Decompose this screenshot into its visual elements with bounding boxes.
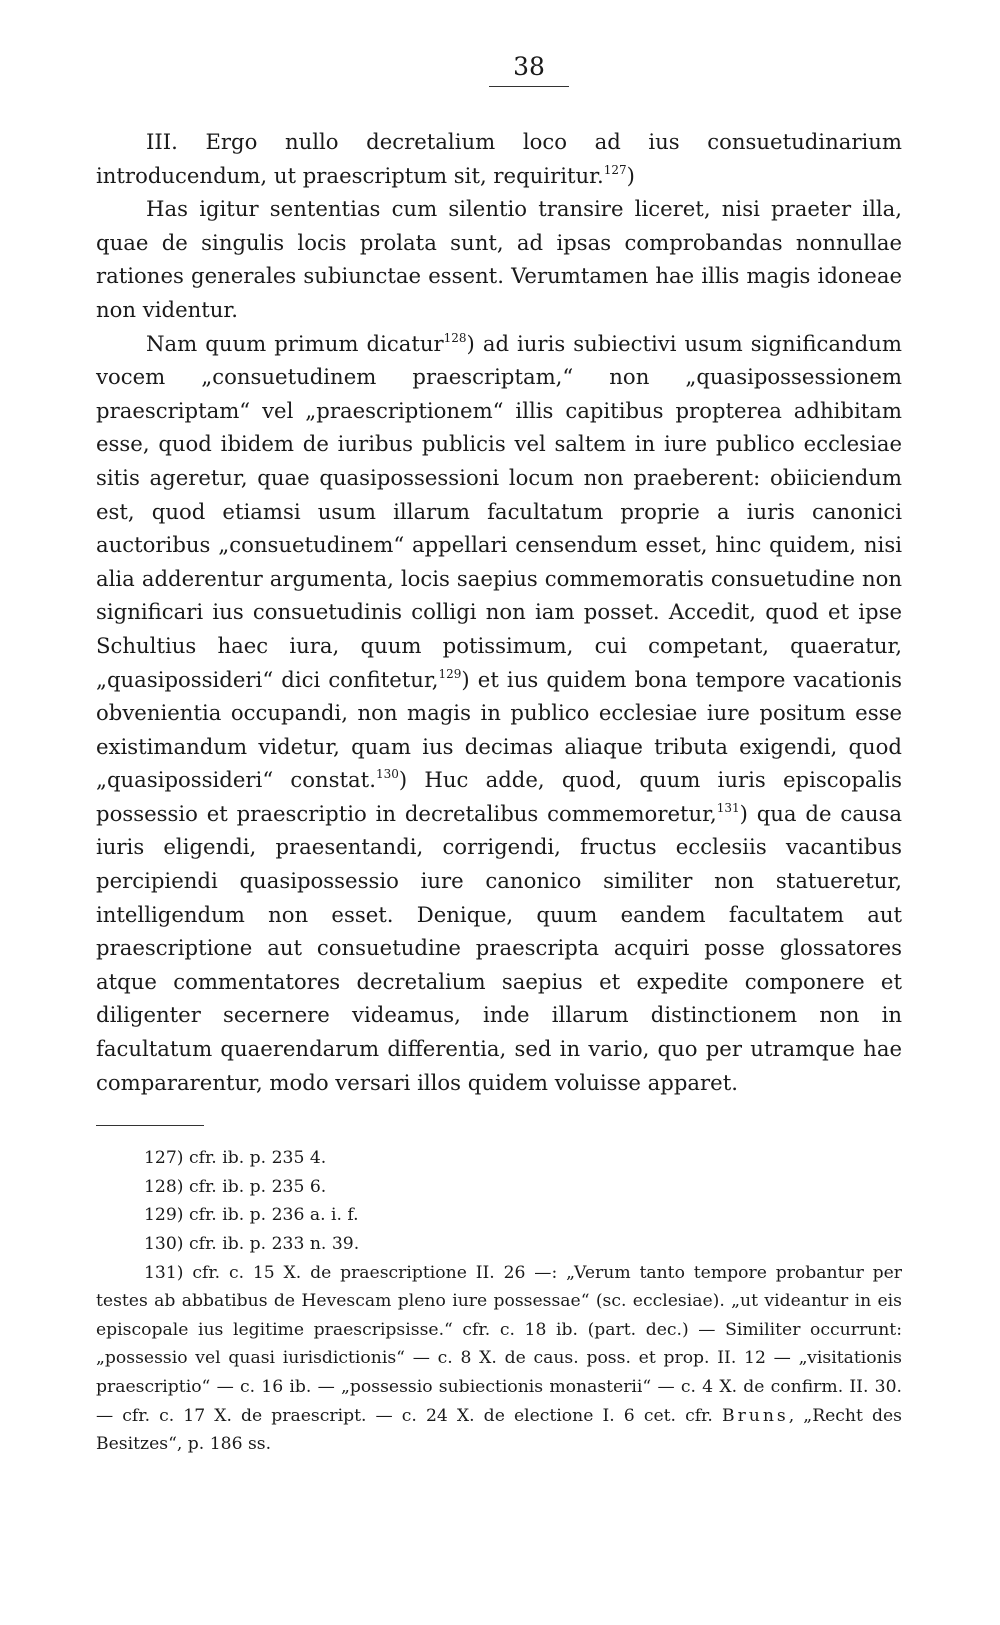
footnotes — [96, 1144, 902, 1459]
paragraph-text: ) et ius quidem bona tempore vacationis obvenientia occupandi, non magis in publico ecclesiae iure positum esse existimandum videtur, quam ius decimas aliaque tributa exigendi, quod „quasipossideri“ constat. — [96, 666, 903, 793]
page-number: 38 — [489, 52, 569, 87]
main-text — [96, 125, 902, 1099]
footnote-131-tail: , „Recht des Besitzes“, p. 186 ss. — [96, 1405, 902, 1455]
footnote-131 — [96, 1259, 902, 1459]
footnote-129: 129) cfr. ib. p. 236 a. i. f. — [144, 1205, 359, 1226]
paragraph-text: ) qua de causa iuris eligendi, praesentandi, corrigendi, fructus ecclesiis vacantibus percipiendi quasipossessio iure canonico similiter non statueretur, intelligendum non esset. Denique, quum eandem facultatem aut praescriptione aut consuetudine praescripta acquiri posse glossatores atque commentatores decretalium saepius et expedite componere et diligenter secernere videamus, inde illarum distinctionem non in facultatum quaerendarum differentia, sed in vario, quo per utramque hae compararentur, modo versari illos quidem voluisse apparet. — [96, 800, 902, 1095]
footnote-separator — [96, 1125, 204, 1126]
paragraph-text: Has igitur sententias cum silentio transire liceret, nisi praeter illa, quae de singulis locis prolata sunt, ad ipsas comprobandas nonnullae rationes generales subiunctae essent. Verumtamen hae illis magis idoneae non videntur. — [96, 196, 902, 322]
paragraph-2 — [96, 192, 902, 326]
footnote-ref-129: 129 — [438, 666, 462, 681]
footnote-ref-130: 130 — [375, 767, 399, 782]
footnote-131-text: 131) cfr. c. 15 X. de praescriptione II. 26 —: „Verum tanto tempore probantur per testes ab abbatibus de Hevescam pleno iure possessae“ (sc. ecclesiae). „ut videantur in eis episcopale ius legitime praescripsisse.“ cfr. c. 18 ib. (part. dec.) — Similiter occurrunt: „possessio vel quasi iurisdictionis“ — c. 8 X. de caus. poss. et prop. II. 12 — „visitationis praescriptio“ — c. 16 ib. — „possessio subiectionis monasterii“ — c. 4 X. de confirm. II. 30. — cfr. c. 17 X. de praescript. — c. 24 X. de electione I. 6 cet. cfr. — [96, 1262, 902, 1426]
footnote-ref-127: 127 — [603, 162, 627, 177]
paragraph-text: ) ad iuris subiectivi usum significandum vocem „consuetudinem praescriptam,“ non „quasipossessionem praescriptam“ vel „praescriptionem“ illis capitibus propterea adhibitam esse, quod ibidem de iuribus publicis vel saltem in iure publico ecclesiae sitis ageretur, quae quasipossessioni locum non praeberent: obiiciendum est, quod etiamsi usum illarum facultatum proprie a iuris canonici auctoribus „consuetudinem“ appellari censendum esset, hinc quidem, nisi alia adderentur argumenta, locis saepius commemoratis consuetudine non significari ius consuetudinis colligi non iam posset. Accedit, quod et ipse Schultius haec iura, quum potissimum, cui competant, quaeratur, „quasipossideri“ dici confitetur, — [96, 330, 902, 692]
footnote-127: 127) cfr. ib. p. 235 4. — [144, 1148, 327, 1169]
paragraph-1 — [96, 125, 902, 192]
footnote-ref-128: 128 — [443, 330, 467, 345]
paragraph-3 — [96, 327, 902, 1100]
paragraph-text: ) — [626, 162, 635, 188]
footnote-130: 130) cfr. ib. p. 233 n. 39. — [144, 1234, 360, 1254]
author-name-bruns: Bruns — [721, 1405, 789, 1426]
footnote-128: 128) cfr. ib. p. 235 6. — [144, 1176, 327, 1197]
paragraph-text: Nam quum primum dicatur — [146, 330, 444, 356]
paragraph-text: ) Huc adde, quod, quum iuris episcopalis possessio et praescriptio in decretalibus commemoretur, — [96, 767, 902, 826]
footnote-ref-131: 131 — [716, 800, 740, 815]
book-page — [96, 52, 902, 1459]
paragraph-text: III. Ergo nullo decretalium loco ad ius consuetudinarium introducendum, ut praescriptum sit, requiritur. — [96, 129, 902, 188]
